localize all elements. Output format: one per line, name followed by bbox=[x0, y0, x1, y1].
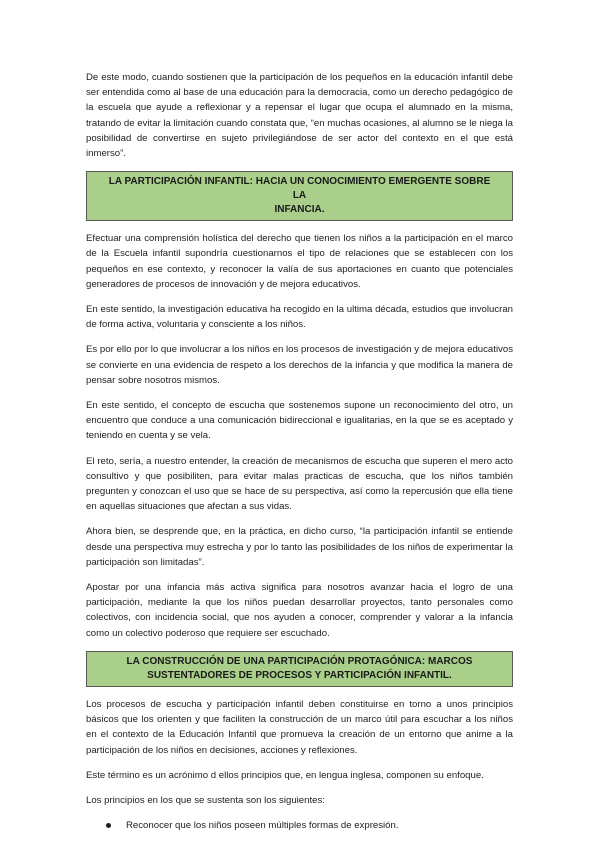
body-paragraph: Este término es un acrónimo d ellos principios que, en lengua inglesa, componen su enfoque. bbox=[86, 769, 484, 781]
bullet-icon bbox=[106, 823, 111, 828]
list-item bbox=[86, 818, 513, 833]
body-paragraph: Efectuar una comprensión holística del derecho que tienen los niños a la participación en el marco de la Escuela infantil supondría cuestionarnos el tipo de relaciones que se establecen con los pequeños en ese contexto, y reconocer la valía de sus aportaciones en cuanto que potenciales generadores de procesos de innovación y de mejora educativos. bbox=[86, 233, 513, 290]
body-paragraph: Los procesos de escucha y participación infantil deben constituirse en torno a unos principios básicos que los orienten y que faciliten la construcción de un marco útil para escuchar a los niños en el contexto de la Educación Infantil que promueva la creación de un entorno que anime a la participación de los niños en decisiones, acciones y reflexiones. bbox=[86, 698, 513, 756]
intro-paragraph: De este modo, cuando sostienen que la participación de los pequeños en la educación infantil debe ser entendida como al base de una educación para la democracia, como un derecho pedagógico de la escuela que ayude a reflexionar y a repensar el lugar que ocupa el alumnado en la misma, tratando de evitar la limitación cuando constata que, “en muchas ocasiones, al alumno se le niega la posibilidad de convertirse en sujeto privilegiándose de ser actor del contexto en el que está inmerso”. bbox=[86, 72, 513, 160]
section-heading-participacion-protagonica bbox=[86, 651, 513, 687]
body-paragraph: En este sentido, el concepto de escucha que sostenemos supone un reconocimiento del otro, un encuentro que conduce a una comunicación bidireccional e igualitarias, en la que se es aceptado y teniendo en cuenta y se vela. bbox=[86, 400, 513, 442]
body-paragraph: Ahora bien, se desprende que, en la práctica, en dicho curso, “la participación infantil se entiende desde una perspectiva muy estrecha y por lo tanto las posibilidades de los niños de experimentar la participación son limitadas”. bbox=[86, 526, 513, 568]
section-heading-participacion-infantil bbox=[86, 171, 513, 221]
body-paragraph: Apostar por una infancia más activa significa para nosotros avanzar hacia el logro de una participación, mediante la que los niños puedan desarrollar proyectos, tanto personales como colectivos, con incidencia social, que nos ayuden a conocer, comprender y valorar a la infancia como un colectivo poderoso que requiere ser escuchado. bbox=[86, 582, 513, 639]
body-paragraph: El reto, sería, a nuestro entender, la creación de mecanismos de escucha que superen el mero acto consultivo y que posibiliten, para evitar malas practicas de escucha, que los niños también pregunten y conozcan el uso que se hace de su perspectiva, así como la repercusión que ella tiene en aquellas situaciones que afectan a sus vidas. bbox=[86, 455, 513, 513]
section-heading-line: INFANCIA. bbox=[274, 204, 325, 216]
body-paragraph: Los principios en los que se sustenta son los siguientes: bbox=[86, 794, 325, 806]
list-item-text: Reconocer que los niños poseen múltiples formas de expresión. bbox=[126, 820, 399, 832]
body-paragraph: Es por ello por lo que involucrar a los niños en los procesos de investigación y de mejora educativos se convierte en una evidencia de respeto a los derechos de la infancia y que modifica la manera de pensar sobre nosotros mismos. bbox=[86, 344, 513, 386]
principles-list bbox=[86, 818, 513, 833]
section-heading-line: LA PARTICIPACIÓN INFANTIL: HACIA UN CONOCIMIENTO EMERGENTE SOBRE LA bbox=[108, 176, 491, 202]
section-heading-line: SUSTENTADORES DE PROCESOS Y PARTICIPACIÓN INFANTIL. bbox=[147, 669, 452, 681]
section-heading-line: LA CONSTRUCCIÓN DE UNA PARTICIPACIÓN PROTAGÓNICA: MARCOS bbox=[126, 655, 473, 667]
body-paragraph: En este sentido, la investigación educativa ha recogido en la ultima década, estudios que involucran de forma activa, voluntaria y consciente a los niños. bbox=[86, 304, 513, 331]
